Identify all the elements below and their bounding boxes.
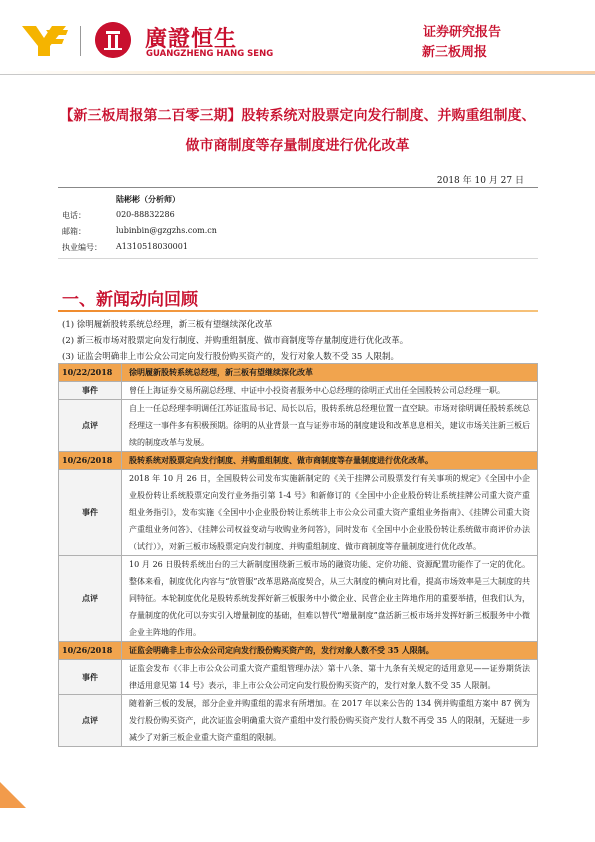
event-text: 2018 年 10 月 26 日，全国股转公司发布实施新制定的《关于挂牌公司股票发行有关事项的规定》《全国中小企业股份转让系统股票定向发行业务指引第 1-4 号》和新修订的《全国中小企业股份转让系统挂牌公司重大资产重组业务指引》，发布实施《全国中小企业股份转让系统非上市公众公司重大资产重组业务指南》、《挂牌公司重大资产重组业务问答》、《挂牌公司权益变动与收购业务问答》，同时发布《全国中小企业股份转让系统做市商评价办法（试行）》，对新三板市场股票定向发行制度、并购重组制度、做市商制度等存量制度进行优化改革。	[122, 470, 538, 556]
logo-divider	[80, 26, 81, 56]
news-table	[58, 363, 538, 747]
report-type: 证券研究报告	[422, 25, 501, 40]
phone-label: 电话：	[62, 211, 86, 220]
report-date: 2018 年 10 月 27 日	[436, 176, 524, 186]
news-comment-row	[59, 556, 538, 642]
analyst-rule	[58, 258, 538, 259]
comment-label: 点评	[59, 400, 122, 452]
event-text: 曾任上海证券交易所副总经理、中证中小投资者服务中心总经理的徐明正式出任全国股转公司总经理一职。	[122, 382, 538, 400]
brand-name-cn: 廣證恒生	[145, 27, 238, 52]
news-date: 10/26/2018	[59, 642, 122, 660]
report-title-line-1: 【新三板周报第二百零三期】股转系统对股票定向发行制度、并购重组制度、	[59, 108, 536, 124]
yf-logo-icon	[20, 20, 70, 60]
header-rule	[0, 74, 595, 75]
news-event-row	[59, 382, 538, 400]
news-date: 10/22/2018	[59, 364, 122, 382]
news-date: 10/26/2018	[59, 452, 122, 470]
news-headline: 证监会明确非上市公众公司定向发行股份购买资产的，发行对象人数不受 35 人限制。	[122, 642, 538, 660]
summary-item: (2) 新三板市场对股票定向发行制度、并购重组制度、做市商制度等存量制度进行优化改革。	[62, 336, 409, 346]
news-comment-row	[59, 400, 538, 452]
event-label: 事件	[59, 470, 122, 556]
cert-value: A1310518030001	[116, 242, 188, 251]
summary-item: (3) 证监会明确非上市公众公司定向发行股份购买资产的，发行对象人数不受 35 人限制。	[62, 352, 399, 362]
section-title: 一、新闻动向回顾	[62, 290, 198, 310]
corner-accent	[0, 782, 26, 808]
news-event-row	[59, 660, 538, 695]
news-comment-row	[59, 695, 538, 747]
event-text: 证监会发布《〈非上市公众公司重大资产重组管理办法〉第十八条、第十九条有关规定的适用意见——证券期货法律适用意见第 14 号》表示，非上市公众公司定向发行股份购买资产的，发行对象人数不受 35 人限制。	[122, 660, 538, 695]
comment-label: 点评	[59, 556, 122, 642]
news-header-row	[59, 642, 538, 660]
news-event-row	[59, 470, 538, 556]
gate-seal-icon	[95, 22, 131, 58]
section-rule	[58, 310, 538, 312]
event-label: 事件	[59, 382, 122, 400]
report-title-line-2: 做市商制度等存量制度进行优化改革	[185, 138, 410, 154]
date-rule	[58, 187, 538, 188]
summary-item: (1) 徐明履新股转系统总经理，新三板有望继续深化改革	[62, 320, 273, 330]
brand-name-en: GUANGZHENG HANG SENG	[146, 49, 274, 59]
news-header-row	[59, 364, 538, 382]
comment-text: 随着新三板的发展，部分企业并购重组的需求有所增加。在 2017 年以来公告的 134 例并购重组方案中 87 例为发行股份购买资产，此次证监会明确重大资产重组中发行股份购买资产发行人数不再受 35 人的限制，无疑进一步减少了对新三板企业重大资产重组的限制。	[122, 695, 538, 747]
news-header-row	[59, 452, 538, 470]
email-label: 邮箱：	[62, 227, 86, 236]
report-series: 新三板周报	[421, 45, 487, 60]
phone-value: 020-88832286	[116, 210, 175, 219]
comment-label: 点评	[59, 695, 122, 747]
email-value[interactable]: lubinbin@gzgzhs.com.cn	[116, 226, 217, 235]
comment-text: 自上一任总经理李明调任江苏证监局书记、局长以后，股转系统总经理位置一直空缺。市场对徐明调任股转系统总经理这一事件多有积极预期。徐明的从业背景一直与证券市场的制度建设和改革息息相关，建议市场关注新三板后续的制度改革与发展。	[122, 400, 538, 452]
news-headline: 徐明履新股转系统总经理，新三板有望继续深化改革	[122, 364, 538, 382]
news-headline: 股转系统对股票定向发行制度、并购重组制度、做市商制度等存量制度进行优化改革。	[122, 452, 538, 470]
comment-text: 10 月 26 日股转系统出台的三大新制度围绕新三板市场的融资功能、定价功能、资源配置功能作了一定的优化。整体来看，制度优化内容与“放管服”改革思路高度契合，从三大制度的横向对比看，提高市场效率是三大制度的共同特征。本轮制度优化是股转系统发挥好新三板服务中小微企业、民营企业主阵地作用的重要举措，但我们认为，存量制度的优化可以夯实引入增量制度的基础，但难以替代“增量制度”盘活新三板市场并发挥好新三板服务中小微企业主阵地的作用。	[122, 556, 538, 642]
event-label: 事件	[59, 660, 122, 695]
analyst-name: 陆彬彬（分析师）	[116, 194, 180, 204]
cert-label: 执业编号：	[62, 243, 102, 252]
